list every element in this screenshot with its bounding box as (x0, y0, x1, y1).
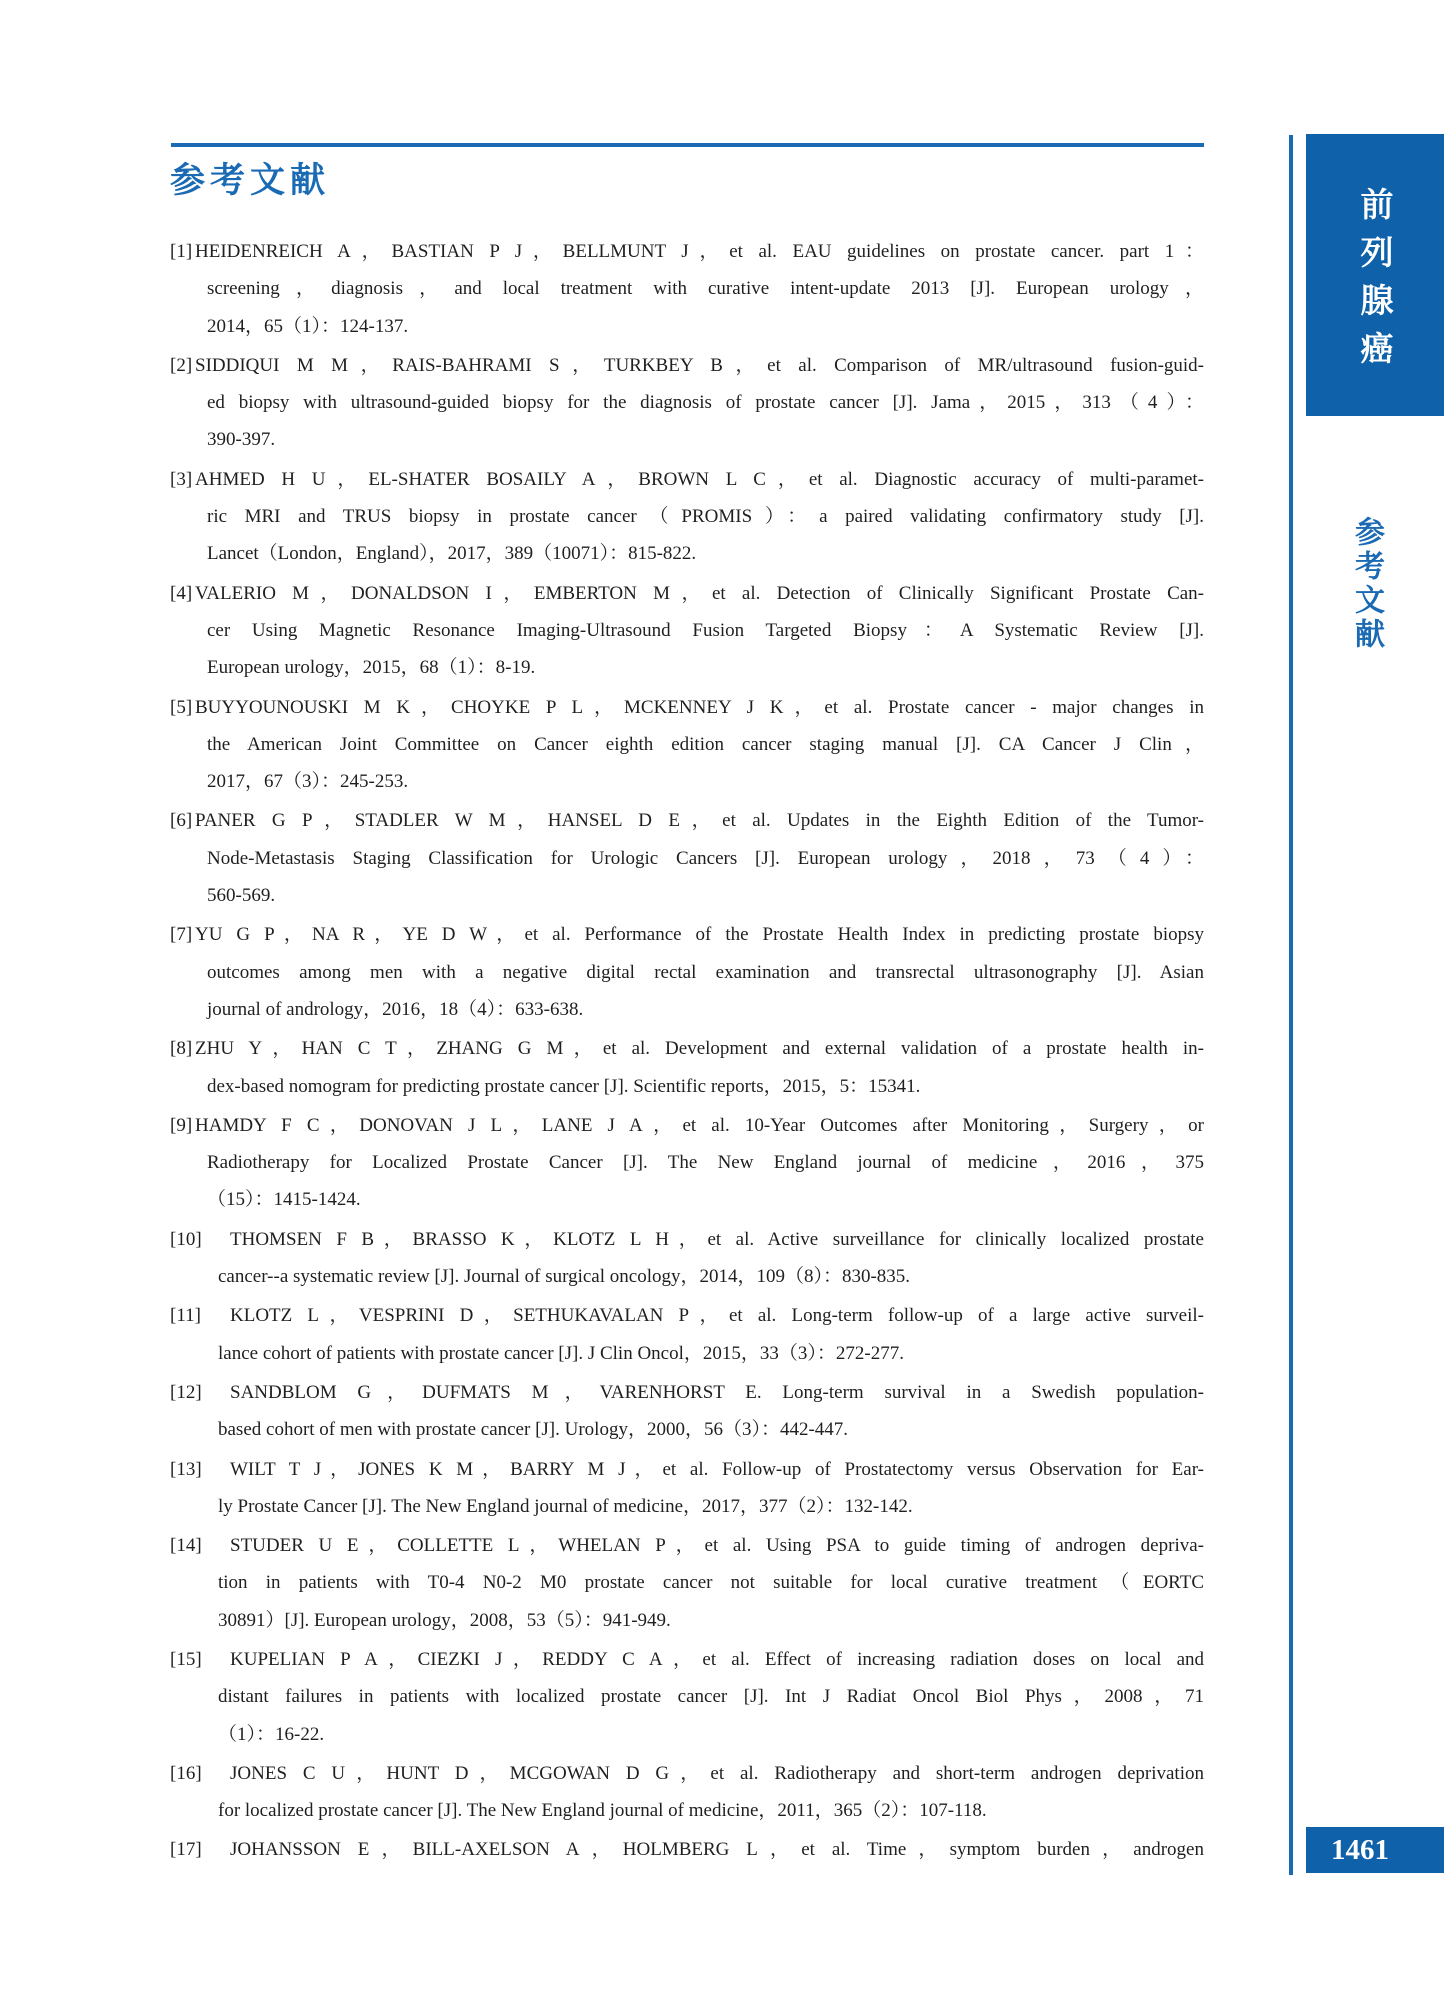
reference-line: BUYYOUNOUSKI M K，CHOYKE P L，MCKENNEY J K，et al. Prostate cancer - major changes in (195, 696, 1204, 718)
reference-item (170, 1221, 1204, 1296)
reference-line: for localized prostate cancer [J]. The New England journal of medicine，2011，365（2）：107-118. (218, 1800, 987, 1822)
reference-line: 2014，65（1）：124-137. (207, 315, 409, 337)
reference-line: KLOTZ L，VESPRINI D，SETHUKAVALAN P，et al. Long-term follow-up of a large active surveil- (230, 1305, 1204, 1327)
reference-line: based cohort of men with prostate cancer [J]. Urology，2000，56（3）：442-447. (218, 1419, 849, 1441)
reference-line: SANDBLOM G，DUFMATS M，VARENHORST E. Long-term survival in a Swedish population- (230, 1381, 1204, 1403)
reference-item (170, 916, 1204, 1028)
reference-line: lance cohort of patients with prostate cancer [J]. J Clin Oncol，2015，33（3）：272-277. (218, 1342, 904, 1364)
reference-item (170, 1451, 1204, 1526)
reference-line: JONES C U，HUNT D，MCGOWAN D G，et al. Radiotherapy and short-term androgen deprivation (230, 1762, 1204, 1784)
reference-number: [15] (170, 1648, 202, 1670)
reference-item (170, 233, 1204, 345)
reference-number: [6] (170, 810, 193, 832)
reference-line: 390-397. (207, 429, 276, 451)
reference-line: KUPELIAN P A，CIEZKI J，REDDY C A，et al. Effect of increasing radiation doses on local and (230, 1648, 1204, 1670)
reference-number: [10] (170, 1228, 202, 1250)
reference-item (170, 1641, 1204, 1753)
reference-line: outcomes among men with a negative digital rectal examination and transrectal ultrasonography [J]. Asian (207, 961, 1204, 983)
reference-line: Radiotherapy for Localized Prostate Cancer [J]. The New England journal of medicine，2016，375 (207, 1152, 1204, 1174)
reference-line: （15）：1415-1424. (207, 1189, 361, 1211)
reference-item (170, 802, 1204, 914)
reference-number: [2] (170, 354, 193, 376)
reference-line: （1）：16-22. (218, 1723, 325, 1745)
sidebar-section-label (1338, 516, 1394, 652)
section-title: 参考文献 (170, 161, 331, 200)
page-number: 1461 (1331, 1833, 1389, 1866)
reference-line: cer Using Magnetic Resonance Imaging-Ultrasound Fusion Targeted Biopsy：A Systematic Review [J]. (207, 619, 1204, 641)
reference-line: cancer--a systematic review [J]. Journal of surgical oncology，2014，109（8）：830-835. (218, 1266, 911, 1288)
reference-item (170, 689, 1204, 801)
reference-line: 30891）[J]. European urology，2008，53（5）：941-949. (218, 1609, 671, 1631)
reference-line: WILT T J，JONES K M，BARRY M J，et al. Follow-up of Prostatectomy versus Observation for Ear- (230, 1458, 1204, 1480)
reference-item (170, 1374, 1204, 1449)
reference-line: Lancet（London，England），2017，389（10071）：815-822. (207, 543, 697, 565)
reference-line: AHMED H U，EL-SHATER BOSAILY A，BROWN L C，et al. Diagnostic accuracy of multi-paramet- (195, 468, 1204, 490)
chapter-tab-label: 前列腺癌 (1355, 186, 1395, 379)
reference-number: [17] (170, 1839, 202, 1861)
reference-item (170, 575, 1204, 687)
reference-item (170, 347, 1204, 459)
reference-number: [8] (170, 1038, 193, 1060)
reference-line: ZHU Y，HAN C T，ZHANG G M，et al. Development and external validation of a prostate health in- (195, 1038, 1204, 1060)
reference-number: [4] (170, 582, 193, 604)
reference-line: screening，diagnosis，and local treatment with curative intent-update 2013 [J]. European urology， (207, 278, 1204, 300)
reference-line: ed biopsy with ultrasound-guided biopsy for the diagnosis of prostate cancer [J]. Jama，2015，313（4）： (207, 392, 1204, 414)
reference-line: dex-based nomogram for predicting prostate cancer [J]. Scientific reports，2015，5：15341. (207, 1075, 921, 1097)
reference-line: JOHANSSON E，BILL-AXELSON A，HOLMBERG L，et al. Time，symptom burden，androgen (230, 1839, 1204, 1861)
reference-line: ric MRI and TRUS biopsy in prostate cancer（PROMIS）：a paired validating confirmatory study [J]. (207, 506, 1204, 528)
reference-number: [9] (170, 1114, 193, 1136)
reference-number: [16] (170, 1762, 202, 1784)
reference-line: journal of andrology，2016，18（4）：633-638. (207, 998, 584, 1020)
chapter-tab (1306, 134, 1444, 416)
reference-item (170, 1831, 1204, 1868)
reference-line: European urology，2015，68（1）：8-19. (207, 657, 536, 679)
reference-line: STUDER U E，COLLETTE L，WHELAN P，et al. Using PSA to guide timing of androgen depriva- (230, 1535, 1204, 1557)
reference-item (170, 461, 1204, 573)
reference-line: 560-569. (207, 885, 276, 907)
reference-item (170, 1107, 1204, 1219)
reference-number: [13] (170, 1458, 202, 1480)
page-number-box (1306, 1827, 1444, 1873)
reference-number: [3] (170, 468, 193, 490)
reference-line: VALERIO M，DONALDSON I，EMBERTON M，et al. Detection of Clinically Significant Prostate Can- (195, 582, 1204, 604)
reference-item (170, 1755, 1204, 1830)
reference-line: distant failures in patients with localized prostate cancer [J]. Int J Radiat Oncol Biol Phys，2008，71 (218, 1686, 1204, 1708)
reference-line: HAMDY F C，DONOVAN J L，LANE J A，et al. 10-Year Outcomes after Monitoring，Surgery，or (195, 1114, 1204, 1136)
reference-item (170, 1297, 1204, 1372)
reference-line: THOMSEN F B，BRASSO K，KLOTZ L H，et al. Active surveillance for clinically localized prostate (230, 1228, 1204, 1250)
reference-number: [1] (170, 241, 193, 262)
reference-number: [11] (170, 1305, 201, 1327)
reference-number: [7] (170, 924, 193, 946)
reference-number: [14] (170, 1535, 202, 1557)
sidebar-section-label-text: 参考文献 (1350, 516, 1383, 652)
reference-line: tion in patients with T0-4 N0-2 M0 prostate cancer not suitable for local curative treatment（EORTC (218, 1572, 1204, 1594)
reference-number: [5] (170, 696, 193, 718)
reference-item (170, 1527, 1204, 1639)
reference-list (170, 233, 1204, 1871)
reference-line: HEIDENREICH A，BASTIAN P J，BELLMUNT J，et al. EAU guidelines on prostate cancer. part 1： (195, 241, 1204, 262)
reference-number: [12] (170, 1381, 202, 1403)
reference-line: ly Prostate Cancer [J]. The New England journal of medicine，2017，377（2）：132-142. (218, 1495, 913, 1517)
reference-line: 2017，67（3）：245-253. (207, 771, 409, 793)
reference-line: YU G P，NA R，YE D W，et al. Performance of the Prostate Health Index in predicting prostate biopsy (195, 924, 1204, 946)
reference-line: Node-Metastasis Staging Classification for Urologic Cancers [J]. European urology，2018，73（4）： (207, 847, 1204, 869)
reference-line: the American Joint Committee on Cancer eighth edition cancer staging manual [J]. CA Cancer J Clin， (207, 733, 1204, 755)
section-divider-rule (171, 143, 1204, 147)
sidebar-vertical-rule (1289, 135, 1293, 1875)
reference-item (170, 1030, 1204, 1105)
reference-line: SIDDIQUI M M，RAIS-BAHRAMI S，TURKBEY B，et al. Comparison of MR/ultrasound fusion-guid- (195, 354, 1204, 376)
reference-line: PANER G P，STADLER W M，HANSEL D E，et al. Updates in the Eighth Edition of the Tumor- (195, 810, 1204, 832)
